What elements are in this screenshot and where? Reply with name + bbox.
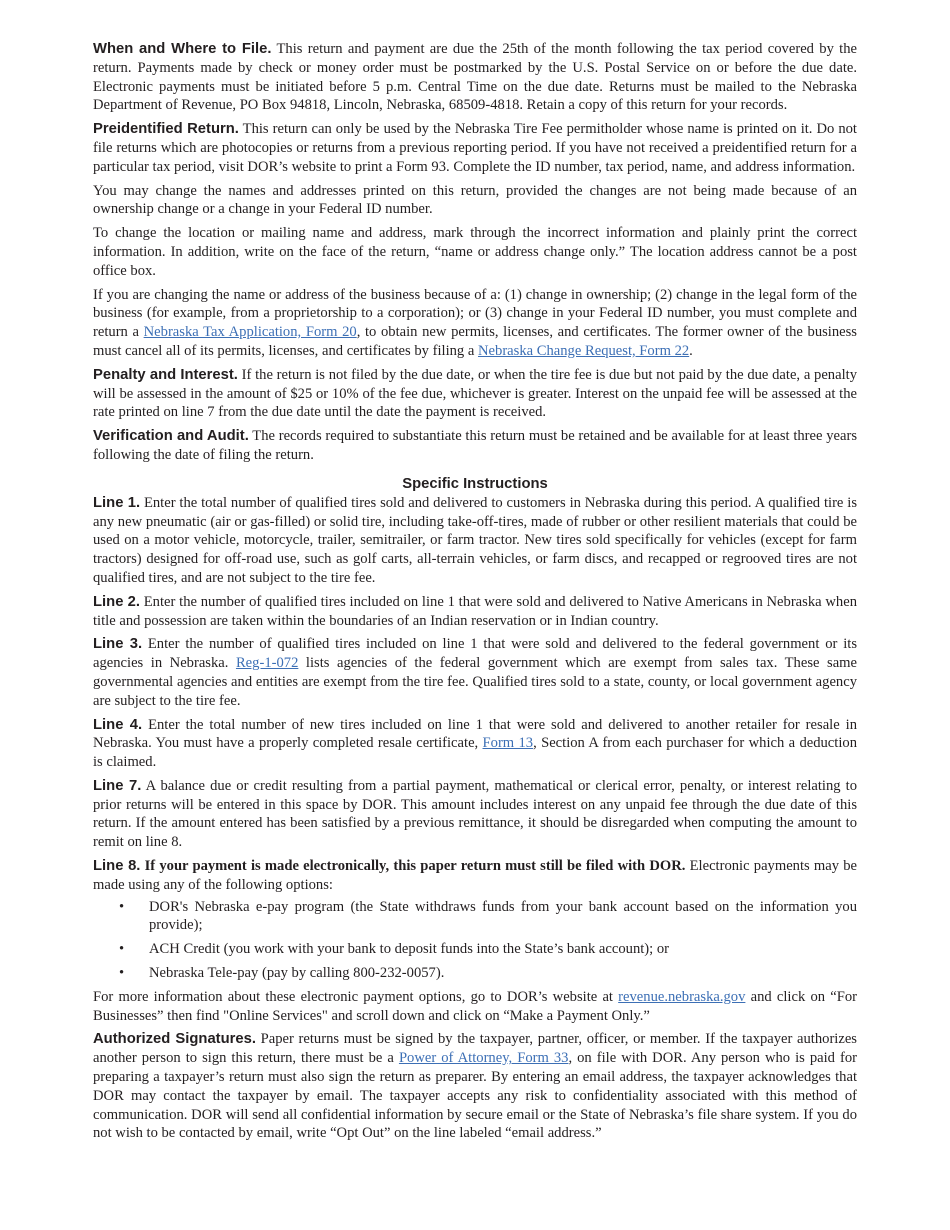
preidentified-body: This return can only be used by the Nebraska Tire Fee permitholder whose name is printed on it. Do not file returns which are photocopies or returns from a previous reporting period. If you have not received a preidentified return for a particular tax period, visit DOR’s website to print a Form 93. Complete the ID number, tax period, name, and address information. [93, 121, 857, 175]
change-business-text-3: . [689, 342, 693, 359]
list-item [93, 898, 857, 936]
form-22-link[interactable]: Nebraska Change Request, Form 22 [478, 342, 690, 359]
verification-paragraph [93, 427, 857, 465]
penalty-paragraph [93, 366, 857, 422]
line-3-text-1: Enter the number of qualified tires included on line 1 that were sold and delivered to the federal government or its agencies in Nebraska. [93, 636, 857, 672]
line-4-paragraph [93, 716, 857, 772]
line-8-bold-note: If your payment is made electronically, this paper return must still be filed with DOR. [140, 858, 686, 875]
penalty-body: If the return is not filed by the due date, or when the tire fee is due but not paid by the due date, a penalty will be assessed in the amount of $25 or 10% of the fee due, whichever is greater. Interest on the unpaid fee will be assessed at the rate printed on line 7 from the due date until the date the payment is received. [93, 366, 857, 421]
preidentified-heading: Preidentified Return. [93, 121, 239, 138]
line-8-paragraph [93, 857, 857, 895]
more-info-text-1: For more information about these electronic payment options, go to DOR’s website at [93, 988, 619, 1005]
signatures-paragraph [93, 1030, 857, 1143]
list-item [93, 940, 857, 959]
change-names-paragraph: You may change the names and addresses printed on this return, provided the changes are not being made because of an ownership change or a change in your Federal ID number. [93, 182, 857, 218]
signatures-text-1: Paper returns must be signed by the taxpayer, partner, officer, or member. If the taxpayer authorizes another person to sign this return, there must be a [93, 1031, 857, 1067]
form-20-link[interactable]: Nebraska Tax Application, Form 20 [143, 324, 357, 341]
revenue-website-link[interactable]: revenue.nebraska.gov [618, 988, 746, 1005]
verification-heading: Verification and Audit. [93, 428, 249, 445]
specific-instructions-title: Specific Instructions [402, 475, 548, 492]
penalty-heading: Penalty and Interest. [93, 366, 238, 383]
verification-body: The records required to substantiate this return must be retained and be available for at least three years following the date of filing the return. [93, 428, 858, 463]
line-4-text-1: Enter the total number of new tires included on line 1 that were sold and delivered to another retailer for resale in Nebraska. You must have a properly completed resale certificate, [93, 716, 857, 752]
more-info-text-2: and click on “For Businesses” then find "Online Services" and scroll down and click on “Make a Payment Only.” [93, 988, 857, 1024]
line-7-heading: Line 7. [93, 777, 142, 794]
line-8-heading: Line 8. [93, 858, 141, 875]
when-where-heading: When and Where to File. [93, 41, 272, 57]
payment-options-list [93, 898, 857, 983]
line-1-paragraph [93, 494, 857, 588]
line-7-body: A balance due or credit resulting from a partial payment, mathematical or clerical error, penalty, or interest relating to prior returns will be entered in this space by DOR. This amount includes interest on any unpaid fee through the due date of this return. If the amount entered has been satisfied by a previous remittance, it should be disregarded when computing the amount to remit on line 8. [93, 777, 857, 851]
preidentified-paragraph [93, 120, 857, 176]
bullet-icon: • [119, 941, 125, 958]
bullet-text: DOR's Nebraska e-pay program (the State withdraws funds from your bank account based on the information you provide); [149, 898, 857, 934]
line-2-heading: Line 2. [93, 593, 140, 610]
signatures-heading: Authorized Signatures. [93, 1031, 256, 1048]
signatures-text-2: , on file with DOR. Any person who is paid for preparing a taxpayer’s return must also sign the return as preparer. By entering an email address, the taxpayer acknowledges that DOR may contact the taxpayer by email. The taxpayer accepts any risk to confidentiality associated with this method of communication. DOR will send all confidential information by secure email or the State of Nebraska’s file share system. If you do not wish to be contacted by email, write “Opt Out” on the line labeled “email address.” [93, 1050, 858, 1142]
line-4-text-2: , Section A from each purchaser for which a deduction is claimed. [93, 735, 857, 771]
line-1-body: Enter the total number of qualified tires sold and delivered to customers in Nebraska during this period. A qualified tire is any new pneumatic (air or gas-filled) or solid tire, including take-off-tires, made of rubber or other resilient materials that could be used on a motor vehicle, motorcycle, trailer, semitrailer, or farm tractor. New tires sold specifically for vehicles (except for farm tractors) designed for off-road use, such as golf carts, all-terrain vehicles, or farm discs, and recapped or regrooved tires are not qualified tires, and are not subject to the tire fee. [93, 494, 857, 586]
reg-1-072-link[interactable]: Reg-1-072 [235, 655, 299, 672]
line-4-heading: Line 4. [93, 716, 143, 733]
when-where-paragraph [93, 40, 857, 115]
line-7-paragraph [93, 777, 857, 852]
line-2-body: Enter the number of qualified tires included on line 1 that were sold and delivered to Native Americans in Nebraska when title and possession are taken within the boundaries of an Indian reservation or in Indian country. [93, 593, 857, 629]
bullet-text: ACH Credit (you work with your bank to deposit funds into the State’s bank account); or [149, 941, 670, 958]
line-1-heading: Line 1. [93, 494, 141, 511]
form-33-link[interactable]: Power of Attorney, Form 33 [398, 1050, 569, 1067]
list-item [93, 964, 857, 983]
more-info-paragraph [93, 988, 857, 1026]
line-3-text-2: lists agencies of the federal government which are exempt from sales tax. These same governmental agencies and entities are exempt from the tire fee. Qualified tires sold to a state, county, or local government agency are subject to the tire fee. [93, 655, 858, 709]
form-13-link[interactable]: Form 13 [482, 735, 534, 752]
bullet-icon: • [119, 898, 125, 915]
bullet-icon: • [119, 965, 125, 982]
when-where-body: This return and payment are due the 25th of the month following the tax period covered by the return. Payments made by check or money order must be postmarked by the U.S. Postal Service on or before the due date. Electronic payments must be initiated before 5 p.m. Central Time on the due date. Returns must be mailed to the Nebraska Department of Revenue, PO Box 94818, Lincoln, Nebraska, 68509-4818. Retain a copy of this return for your records. [93, 41, 857, 114]
line-8-body: Electronic payments may be made using any of the following options: [93, 858, 858, 893]
line-3-paragraph [93, 635, 857, 710]
change-business-text-2: , to obtain new permits, licenses, and certificates. The former owner of the business must cancel all of its permits, licenses, and certificates by filing a [93, 324, 857, 359]
change-location-paragraph: To change the location or mailing name and address, mark through the incorrect information and plainly print the correct information. In addition, write on the face of the return, “name or address change only.” The location address cannot be a post office box. [93, 225, 857, 279]
change-business-paragraph [93, 286, 857, 361]
change-business-text-1: If you are changing the name or address of the business because of a: (1) change in ownership; (2) change in the legal form of the business (for example, from a proprietorship to a corporation); or (3) change in your Federal ID number, you must complete and return a [93, 286, 857, 341]
line-3-heading: Line 3. [93, 636, 143, 653]
line-2-paragraph [93, 593, 857, 631]
bullet-text: Nebraska Tele-pay (pay by calling 800-232-0057). [149, 965, 445, 982]
